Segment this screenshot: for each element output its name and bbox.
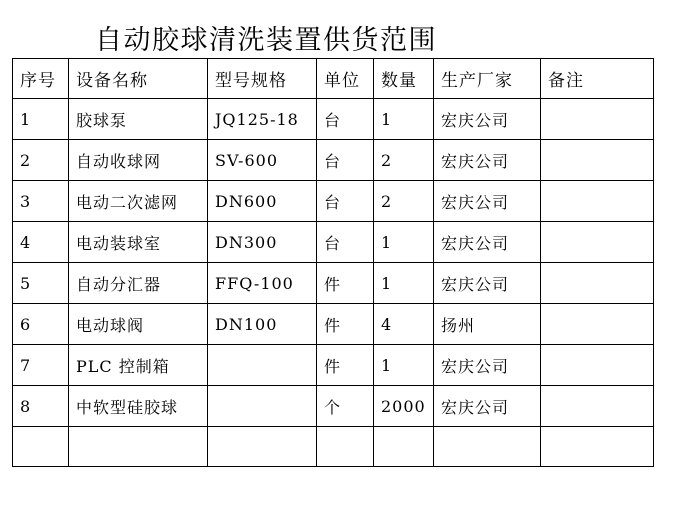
table-header-row — [13, 59, 654, 99]
cell-col-remarks — [541, 140, 654, 181]
cell-col-quantity: 1 — [374, 99, 434, 140]
cell-col-remarks — [541, 222, 654, 263]
cell-col-quantity: 1 — [374, 222, 434, 263]
header-col-quantity: 数量 — [374, 59, 434, 99]
cell-col-model-spec: FFQ-100 — [208, 263, 317, 304]
cell-col-equipment-name: 自动分汇器 — [69, 263, 208, 304]
cell-col-unit — [317, 427, 374, 467]
cell-col-remarks — [541, 345, 654, 386]
cell-col-unit: 台 — [317, 99, 374, 140]
table-row — [13, 427, 654, 467]
cell-col-unit: 台 — [317, 140, 374, 181]
cell-col-model-spec — [208, 386, 317, 427]
header-col-unit: 单位 — [317, 59, 374, 99]
cell-col-unit: 件 — [317, 263, 374, 304]
cell-col-model-spec: JQ125-18 — [208, 99, 317, 140]
cell-col-model-spec — [208, 345, 317, 386]
table-row — [13, 386, 654, 427]
cell-col-quantity — [374, 427, 434, 467]
header-col-remarks: 备注 — [541, 59, 654, 99]
cell-col-manufacturer: 宏庆公司 — [434, 99, 541, 140]
cell-col-manufacturer: 扬州 — [434, 304, 541, 345]
cell-col-manufacturer: 宏庆公司 — [434, 140, 541, 181]
cell-col-remarks — [541, 99, 654, 140]
cell-col-index: 7 — [13, 345, 69, 386]
cell-col-equipment-name — [69, 427, 208, 467]
cell-col-manufacturer — [434, 427, 541, 467]
cell-col-quantity: 1 — [374, 263, 434, 304]
cell-col-equipment-name: 电动装球室 — [69, 222, 208, 263]
cell-col-model-spec: DN100 — [208, 304, 317, 345]
cell-col-remarks — [541, 304, 654, 345]
header-col-equipment-name: 设备名称 — [69, 59, 208, 99]
cell-col-model-spec: SV-600 — [208, 140, 317, 181]
cell-col-index: 6 — [13, 304, 69, 345]
cell-col-remarks — [541, 181, 654, 222]
cell-col-quantity: 2 — [374, 140, 434, 181]
cell-col-equipment-name: 胶球泵 — [69, 99, 208, 140]
cell-col-quantity: 4 — [374, 304, 434, 345]
table-row — [13, 304, 654, 345]
document-title: 自动胶球清洗装置供货范围 — [95, 25, 437, 56]
cell-col-unit: 件 — [317, 345, 374, 386]
cell-col-quantity: 1 — [374, 345, 434, 386]
cell-col-index: 3 — [13, 181, 69, 222]
table-row — [13, 222, 654, 263]
cell-col-equipment-name: 自动收球网 — [69, 140, 208, 181]
cell-col-manufacturer: 宏庆公司 — [434, 345, 541, 386]
header-col-manufacturer: 生产厂家 — [434, 59, 541, 99]
cell-col-remarks — [541, 263, 654, 304]
cell-col-unit: 个 — [317, 386, 374, 427]
cell-col-model-spec: DN300 — [208, 222, 317, 263]
cell-col-quantity: 2000 — [374, 386, 434, 427]
cell-col-manufacturer: 宏庆公司 — [434, 181, 541, 222]
cell-col-manufacturer: 宏庆公司 — [434, 222, 541, 263]
cell-col-unit: 台 — [317, 181, 374, 222]
table-row — [13, 99, 654, 140]
cell-col-unit: 台 — [317, 222, 374, 263]
header-col-model-spec: 型号规格 — [208, 59, 317, 99]
cell-col-index: 5 — [13, 263, 69, 304]
cell-col-equipment-name: 电动球阀 — [69, 304, 208, 345]
cell-col-index: 1 — [13, 99, 69, 140]
cell-col-unit: 件 — [317, 304, 374, 345]
cell-col-equipment-name: 中软型硅胶球 — [69, 386, 208, 427]
cell-col-model-spec — [208, 427, 317, 467]
cell-col-model-spec: DN600 — [208, 181, 317, 222]
table-row — [13, 181, 654, 222]
table-row — [13, 263, 654, 304]
cell-col-quantity: 2 — [374, 181, 434, 222]
cell-col-index: 8 — [13, 386, 69, 427]
cell-col-equipment-name: PLC 控制箱 — [69, 345, 208, 386]
cell-col-manufacturer: 宏庆公司 — [434, 263, 541, 304]
cell-col-manufacturer: 宏庆公司 — [434, 386, 541, 427]
header-col-index: 序号 — [13, 59, 69, 99]
supply-scope-table — [12, 58, 654, 467]
cell-col-equipment-name: 电动二次滤网 — [69, 181, 208, 222]
table-row — [13, 345, 654, 386]
cell-col-remarks — [541, 386, 654, 427]
cell-col-index: 4 — [13, 222, 69, 263]
cell-col-index: 2 — [13, 140, 69, 181]
cell-col-remarks — [541, 427, 654, 467]
cell-col-index — [13, 427, 69, 467]
table-row — [13, 140, 654, 181]
